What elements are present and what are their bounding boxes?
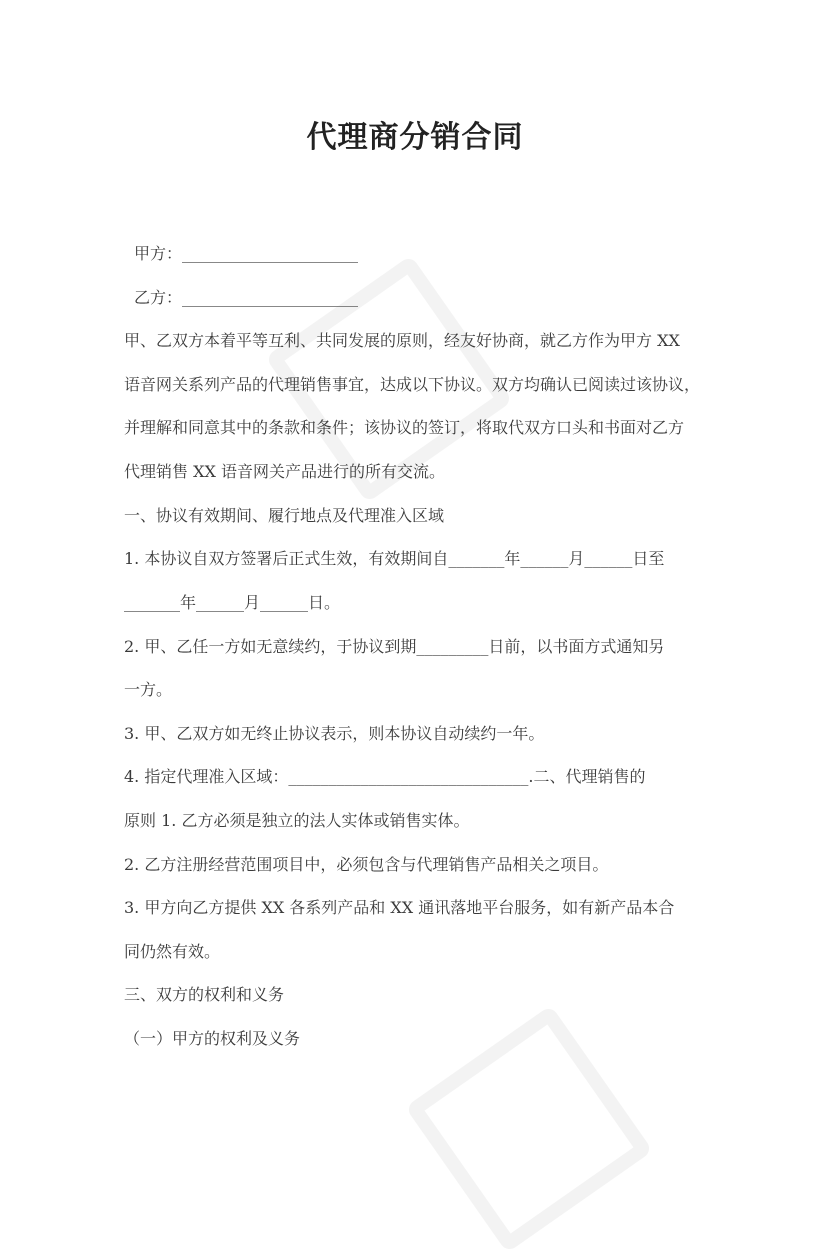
document-title: 代理商分销合同 <box>306 120 524 155</box>
clause-line: 原则 1. 乙方必须是独立的法人实体或销售实体。 <box>124 811 470 830</box>
party-a-line: 甲方：______________________ <box>134 244 359 263</box>
watermark-shape <box>405 1005 653 1253</box>
intro-line: 代理销售 XX 语音网关产品进行的所有交流。 <box>124 462 445 481</box>
subsection-heading: （一）甲方的权利及义务 <box>124 1029 301 1048</box>
clause-line: _______年______月______日。 <box>124 593 341 612</box>
intro-line: 语音网关系列产品的代理销售事宜，达成以下协议。双方均确认已阅读过该协议， <box>124 375 701 394</box>
section-heading: 三、双方的权利和义务 <box>124 985 285 1004</box>
clause-line: 2. 乙方注册经营范围项目中，必须包含与代理销售产品相关之项目。 <box>124 855 609 874</box>
intro-line: 并理解和同意其中的条款和条件；该协议的签订，将取代双方口头和书面对乙方 <box>124 418 685 437</box>
clause-line: 同仍然有效。 <box>124 942 221 961</box>
intro-line: 甲、乙双方本着平等互利、共同发展的原则，经友好协商，就乙方作为甲方 XX <box>124 331 680 350</box>
section-heading: 一、协议有效期间、履行地点及代理准入区域 <box>124 506 445 525</box>
clause-line: 2. 甲、乙任一方如无意续约，于协议到期_________日前，以书面方式通知另 <box>124 637 665 656</box>
clause-line: 3. 甲、乙双方如无终止协议表示，则本协议自动续约一年。 <box>124 724 545 743</box>
clause-line: 一方。 <box>124 680 173 699</box>
clause-line: 4. 指定代理准入区域：______________________________.二、代理销售的 <box>124 767 646 786</box>
clause-line: 1. 本协议自双方签署后正式生效，有效期间自_______年______月______日至 <box>124 549 665 568</box>
clause-line: 3. 甲方向乙方提供 XX 各系列产品和 XX 通讯落地平台服务，如有新产品本合 <box>124 898 675 917</box>
party-b-line: 乙方：______________________ <box>134 288 359 307</box>
